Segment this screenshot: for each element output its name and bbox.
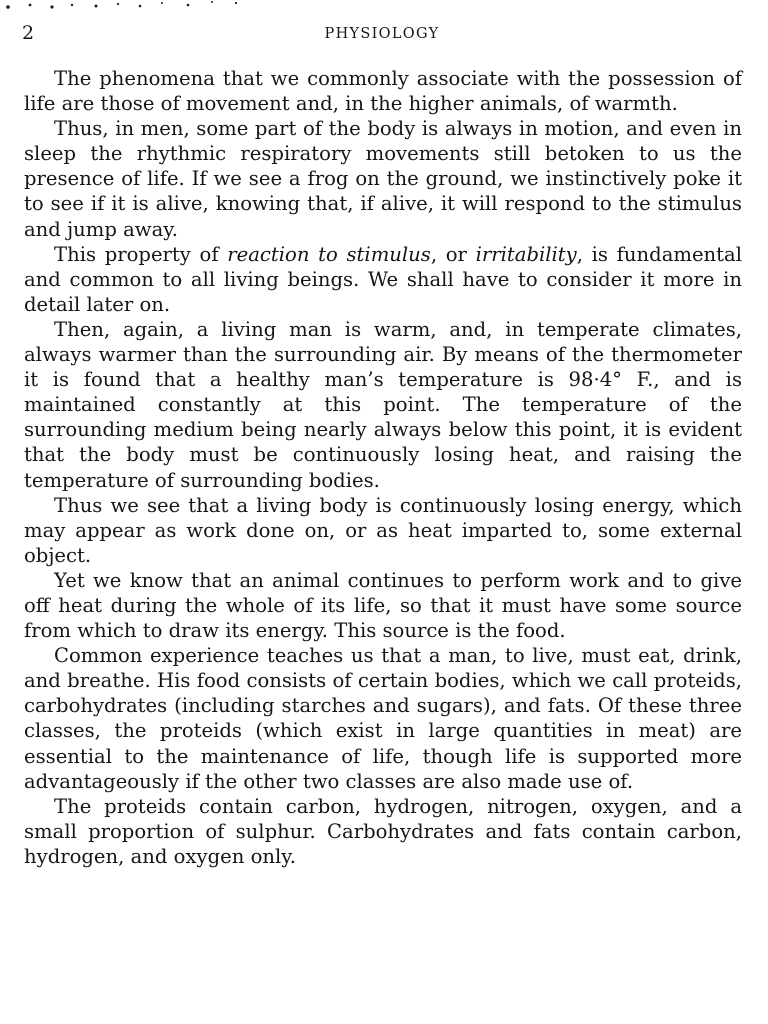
page-header	[22, 20, 742, 46]
paragraph-3	[24, 242, 742, 317]
paragraph-4: Then, again, a living man is warm, and, in temperate climates, always warmer than the surrounding air. By means of the thermometer it is found that a healthy man’s temperature is 98·4° F., and is maintained constantly at this point. The temperature of the surrounding medium being nearly always below this point, it is evident that the body must be continuously losing heat, and raising the temperature of surrounding bodies.	[24, 317, 742, 492]
page-number: 2	[22, 22, 35, 44]
term-irritability: irritability	[475, 242, 577, 266]
print-speckle-marks	[0, 0, 300, 14]
term-reaction-to-stimulus: reaction to stimulus	[227, 242, 431, 266]
body-text	[24, 66, 742, 869]
paragraph-8: The proteids contain carbon, hydrogen, nitrogen, oxygen, and a small proportion of sulphur. Carbohydrates and fats contain carbon, hydrogen, and oxygen only.	[24, 794, 742, 868]
paragraph-1: The phenomena that we commonly associate with the possession of life are those of movement and, in the higher animals, of warmth.	[24, 67, 742, 116]
running-title: PHYSIOLOGY	[324, 26, 440, 42]
paragraph-5: Thus we see that a living body is continuously losing energy, which may appear as work done on, or as heat imparted to, some external object.	[24, 493, 742, 567]
paragraph-6: Yet we know that an animal continues to perform work and to give off heat during the whole of its life, so that it must have some source from which to draw its energy. This source is the food.	[24, 568, 742, 643]
paragraph-7: Common experience teaches us that a man, to live, must eat, drink, and breathe. His food consists of certain bodies, which we call proteids, carbohydrates (including starches and sugars), and fats. Of these three classes, the proteids (which exist in large quantities in meat) are essential to the maintenance of life, though life is supported more advantageously if the other two classes are also made use of.	[24, 644, 742, 793]
paragraph-2: Thus, in men, some part of the body is always in motion, and even in sleep the rhythmic respiratory movements still betoken to us the presence of life. If we see a frog on the ground, we instinctively poke it to see if it is alive, knowing that, if alive, it will respond to the stimulus and jump away.	[24, 117, 742, 241]
paragraph-3-text-3: , is fundamental and common to all living beings. We shall have to consider it more in detail later on.	[24, 242, 742, 316]
paragraph-3-text-1: This property of	[54, 242, 228, 266]
paragraph-3-text-2: , or	[430, 242, 476, 266]
